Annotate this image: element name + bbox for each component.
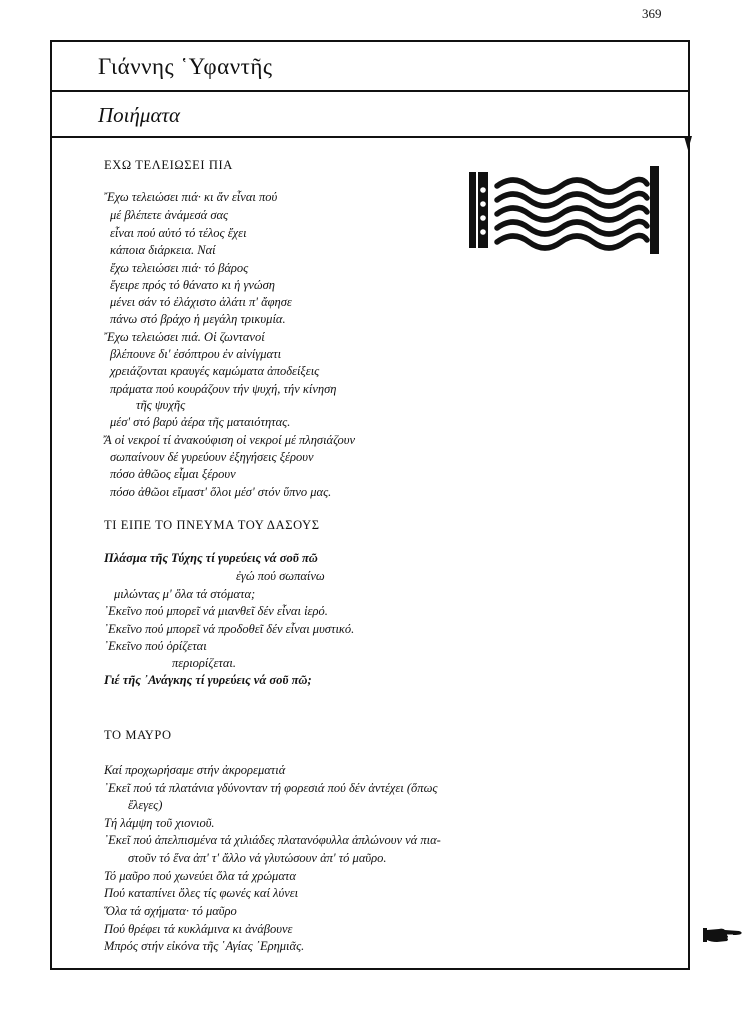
poem-line: ᾿Εκεῖ πού ἀπελπισμένα τά χιλιάδες πλατανόφυλλα ἁπλώνουν νά πια- [104, 833, 441, 847]
poem-line: μέσ' στό βαρύ ἀέρα τῆς ματαιότητας. [110, 415, 291, 429]
poem-line: χρειάζονται κραυγές καμώματα ἀποδείξεις [110, 364, 320, 378]
poem-line: μέ βλέπετε ἀνάμεσά σας [110, 208, 229, 222]
poem-line: Γιέ τῆς ᾿Ανάγκης τί γυρεύεις νά σοῦ πῶ; [104, 673, 312, 687]
poem-title: ΕΧΩ ΤΕΛΕΙΩΣΕΙ ΠΙΑ [104, 158, 233, 172]
poem-line: ᾿Εκεῖνο πού μπορεῖ νά προδοθεῖ δέν εἶναι μυστικό. [104, 622, 355, 636]
poem-line: πάνω στό βράχο ἡ μεγάλη τρικυμία. [110, 312, 286, 326]
page-number: 369 [642, 6, 662, 21]
poem-line: ᾿Εκεῖ πού τά πλατάνια γδύνονταν τή φορεσιά πού δέν ἀντέχει (ὅπως [104, 781, 438, 795]
poem-line: Καί προχωρήσαμε στήν ἀκρορεματιά [104, 763, 286, 777]
poem-line: περιορίζεται. [172, 656, 237, 670]
poem-line: ἔγειρε πρός τό θάνατο κι ἡ γνώση [110, 278, 276, 292]
poem-line: μένει σάν τό ἐλάχιστο ἁλάτι π' ἄφησε [110, 295, 292, 309]
poem-line: πόσο ἀθῶοι εἴμαστ' ὅλοι μέσ' στόν ὕπνο μας. [110, 485, 332, 499]
section-band [52, 92, 688, 138]
poem-line: βλέπουνε δι' ἐσόπτρου ἐν αἰνίγματι [110, 347, 282, 361]
poem-line: κάποια διάρκεια. Ναί [110, 243, 216, 257]
poem-line: Πού καταπίνει ὅλες τίς φωνές καί λύνει [104, 886, 299, 900]
poem-line: Πλάσμα τῆς Τύχης τί γυρεύεις νά σοῦ πῶ [104, 551, 318, 565]
poem-line: Ἔχω τελειώσει πιά· κι ἄν εἶναι πού [104, 190, 278, 204]
section-title: Ποιήματα [98, 103, 181, 127]
poem-line: στοῦν τό ἕνα ἀπ' τ' ἄλλο νά γλυτώσουν ἀπ' τό μαῦρο. [128, 851, 387, 865]
poem-line: ἐγώ πού σωπαίνω [236, 569, 325, 583]
poem-line: Πού θρέφει τά κυκλάμινα κι ἀνάβουνε [104, 922, 293, 936]
poem-line: πόσο ἀθῶος εἶμαι ξέρουν [110, 467, 236, 481]
poem-line: Ἄ οἱ νεκροί τί ἀνακούφιση οἱ νεκροί μέ πλησιάζουν [104, 433, 355, 447]
poem-line: Τή λάμψη τοῦ χιονιοῦ. [104, 816, 215, 830]
poem-line: μιλώντας μ' ὅλα τά στόματα; [114, 587, 256, 601]
poem-line: Μπρός στήν εἰκόνα τῆς ῾Αγίας ᾿Ερημιᾶς. [104, 939, 305, 953]
poem-title: ΤΙ ΕΙΠΕ ΤΟ ΠΝΕΥΜΑ ΤΟΥ ΔΑΣΟΥΣ [104, 518, 320, 532]
poem-title: ΤΟ ΜΑΥΡΟ [104, 728, 172, 742]
poem-line: εἶναι πού αὐτό τό τέλος ἔχει [110, 226, 247, 240]
poem-line: ᾿Εκεῖνο πού μπορεῖ νά μιανθεῖ δέν εἶναι ἱερό. [104, 604, 328, 618]
poem-line: πράματα πού κουράζουν τήν ψυχή, τήν κίνηση [110, 382, 337, 396]
poem-line: Ὅλα τά σχήματα· τό μαῦρο [104, 904, 237, 918]
page-frame [50, 40, 690, 970]
waves-emblem-icon [469, 166, 659, 254]
poem-line: ἔχω τελειώσει πιά· τό βάρος [110, 261, 249, 275]
corner-tick-mark [684, 136, 692, 150]
author-name: Γιάννης ῾Υφαντῆς [98, 54, 273, 79]
poem-line: ἔλεγες) [128, 798, 163, 812]
pointing-hand-icon [703, 926, 743, 944]
poem-line: σωπαίνουν δέ γυρεύουν ἐξηγήσεις ξέρουν [110, 450, 314, 464]
poem-line: ᾿Εκεῖνο πού ὁρίζεται [104, 639, 207, 653]
poem-line: Ἔχω τελειώσει πιά. Οἱ ζωντανοί [104, 330, 265, 344]
poem-line: τῆς ψυχῆς [136, 398, 186, 412]
poem-line: Τό μαῦρο πού χωνεύει ὅλα τά χρώματα [104, 869, 296, 883]
author-band [52, 42, 688, 92]
